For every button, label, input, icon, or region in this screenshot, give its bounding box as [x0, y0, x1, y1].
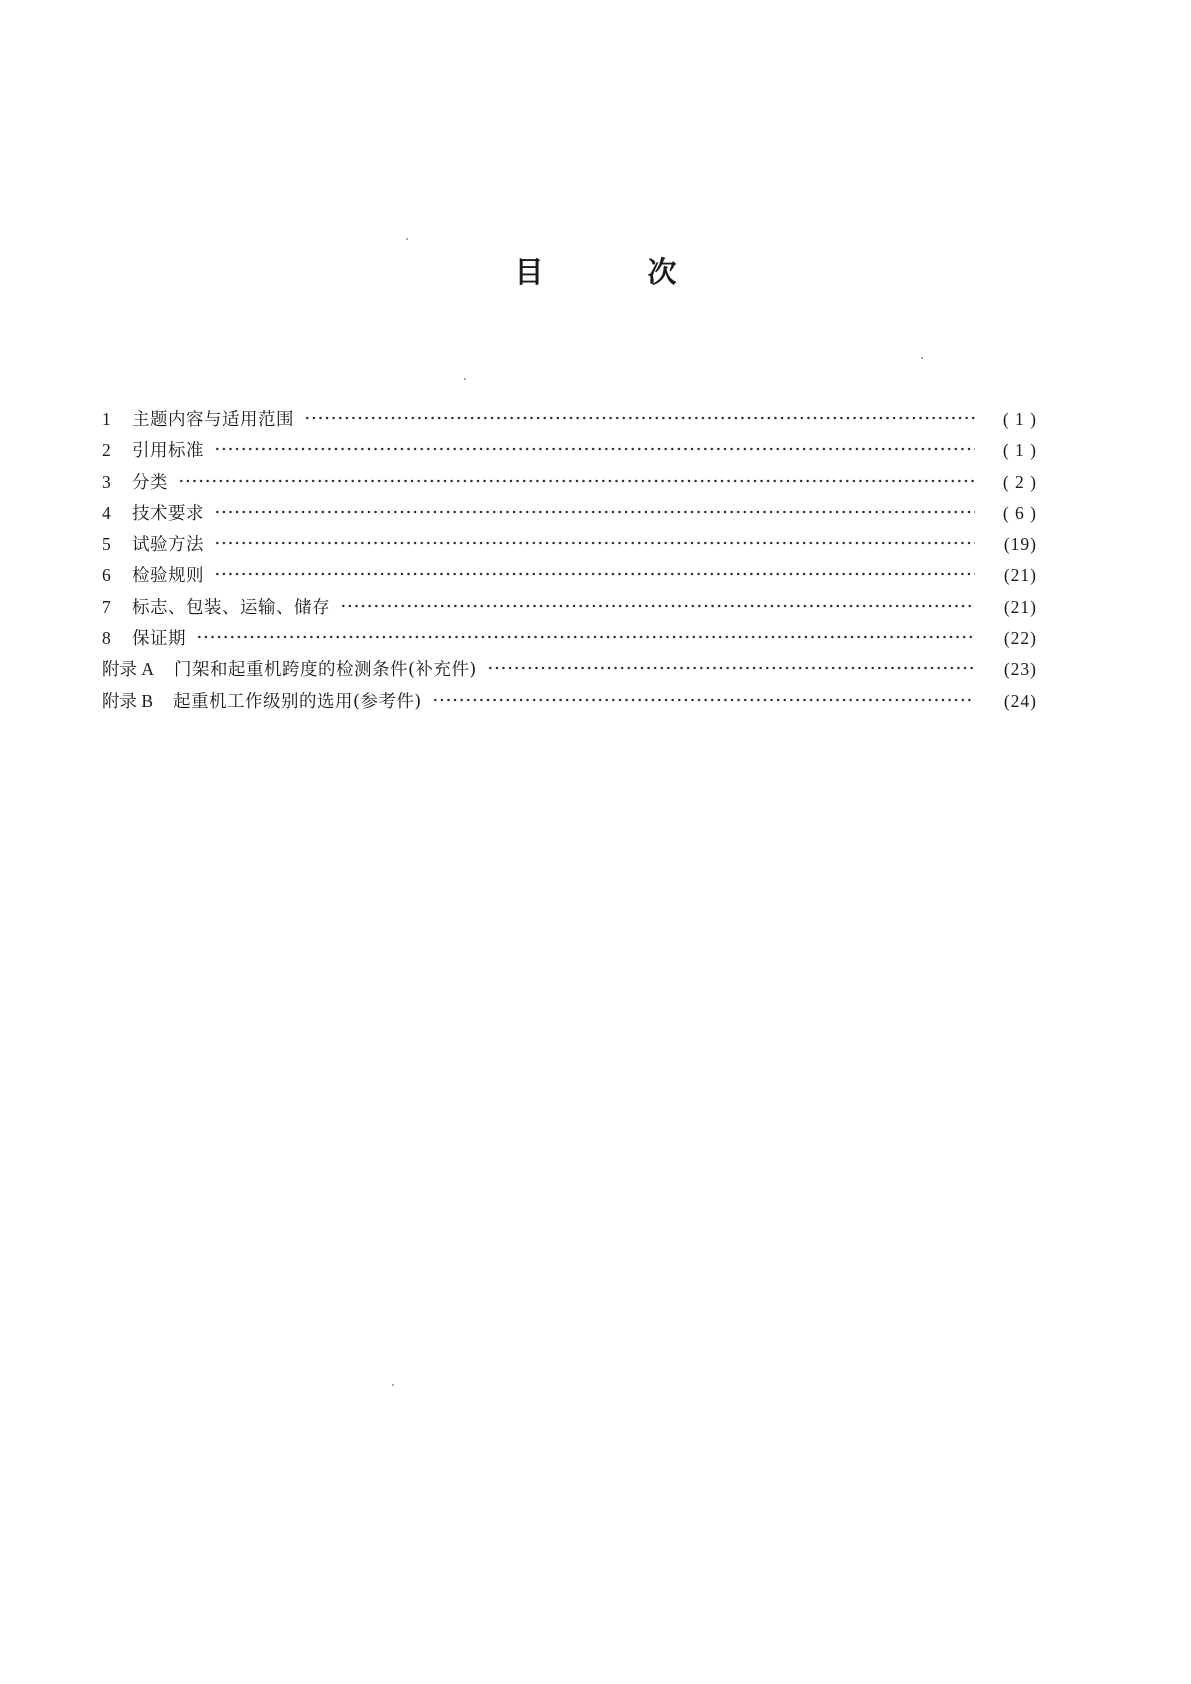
scan-speck — [921, 357, 923, 359]
toc-entry-number: 3 — [102, 471, 111, 492]
scan-speck — [406, 238, 408, 240]
toc-entry-title: 主题内容与适用范围 — [132, 410, 294, 430]
toc-entry[interactable] — [102, 560, 1037, 591]
toc-entry-page: ( 2 ) — [1002, 471, 1037, 492]
toc-entry-number: 2 — [102, 440, 111, 461]
toc-entry-title: 引用标准 — [132, 441, 204, 462]
toc-entry[interactable] — [102, 592, 1037, 623]
toc-entry-page: (23) — [1003, 659, 1037, 680]
dot-leader — [487, 665, 975, 671]
toc-entry-page: ( 1 ) — [1002, 440, 1037, 461]
toc-entry-number: 7 — [102, 596, 111, 617]
toc-entry[interactable] — [102, 498, 1037, 529]
toc-entry-page: (21) — [1003, 565, 1037, 586]
toc-entry-number: 4 — [102, 502, 111, 523]
dot-leader — [178, 478, 975, 484]
toc-entry-page: ( 6 ) — [1002, 502, 1037, 523]
toc-entry-title: 检验规则 — [132, 566, 204, 587]
toc-entry-page: (24) — [1003, 690, 1037, 711]
toc-entry-number: 1 — [102, 409, 111, 429]
dot-leader — [304, 415, 975, 421]
title-char-2: 次 — [647, 255, 677, 289]
toc-entry[interactable] — [102, 467, 1037, 498]
dot-leader — [214, 509, 975, 515]
toc-entry-title: 技术要求 — [132, 503, 204, 524]
toc-entry-title: 试验方法 — [132, 535, 204, 556]
toc-entry-title: 保证期 — [132, 629, 186, 650]
toc-entry-title: 分类 — [132, 472, 168, 493]
toc-entry-number: 附录 B — [102, 690, 154, 711]
table-of-contents — [102, 404, 1037, 717]
toc-entry[interactable] — [102, 404, 1037, 435]
toc-entry[interactable] — [102, 623, 1037, 654]
scan-speck — [464, 378, 466, 380]
toc-entry-title: 门架和起重机跨度的检测条件(补充件) — [174, 660, 477, 681]
dot-leader — [196, 634, 975, 640]
toc-entry-page: (22) — [1003, 628, 1037, 649]
dot-leader — [214, 571, 975, 577]
dot-leader — [340, 603, 975, 609]
toc-entry-page: (21) — [1003, 596, 1037, 617]
page-title — [0, 252, 1191, 292]
toc-entry[interactable] — [102, 435, 1037, 466]
toc-entry-page: ( 1 ) — [1002, 409, 1037, 429]
title-char-1: 目 — [514, 255, 544, 289]
toc-entry-page: (19) — [1003, 534, 1037, 555]
toc-entry-number: 8 — [102, 628, 111, 649]
dot-leader — [432, 697, 975, 703]
toc-entry-title: 起重机工作级别的选用(参考件) — [173, 691, 422, 712]
toc-entry-number: 附录 A — [102, 659, 155, 680]
dot-leader — [214, 540, 975, 546]
scan-speck — [392, 1384, 394, 1386]
toc-entry-title: 标志、包装、运输、储存 — [132, 597, 330, 618]
toc-entry[interactable] — [102, 529, 1037, 560]
toc-entry-number: 5 — [102, 534, 111, 555]
toc-entry-appendix[interactable] — [102, 686, 1037, 717]
toc-entry-appendix[interactable] — [102, 654, 1037, 685]
dot-leader — [214, 446, 975, 452]
toc-entry-number: 6 — [102, 565, 111, 586]
